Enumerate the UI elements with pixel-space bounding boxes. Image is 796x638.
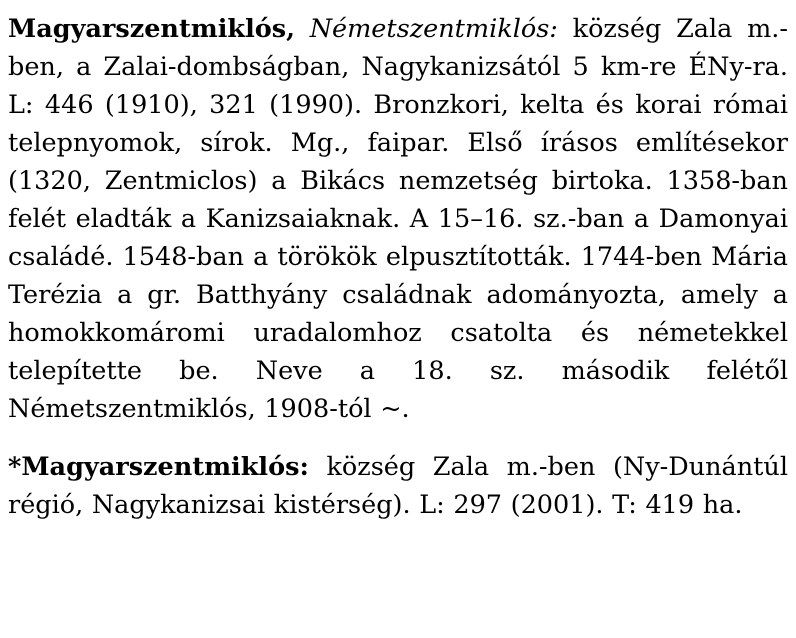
entry-paragraph [8, 448, 788, 524]
entry-body: község Zala m.-ben, a Zalai-dombságban, Nagykanizsától 5 km-re ÉNy-ra. L: 446 (1910), 321 (1990). Bronzkori, kelta és korai római telepnyomok, sírok. Mg., faipar. Első írásos említésekor (1320, Zentmiclos) a Bikács nemzetség birtoka. 1358-ban felét eladták a Kanizsaiaknak. A 15–16. sz.-ban a Damonyai családé. 1548-ban a törökök elpusztították. 1744-ben Mária Terézia a gr. Batthyány családnak adományozta, amely a homokkomáromi uradalomhoz csatolta és németekkel telepítette be. Neve a 18. sz. második felétől Németszentmiklós, 1908-tól ~. [8, 14, 788, 424]
entry-paragraph [8, 10, 788, 428]
entry-body: község Zala m.-ben (Ny-Dunántúl régió, Nagykanizsai kistérség). L: 297 (2001). T: 419 ha. [8, 452, 788, 520]
entry-headword: Magyarszentmiklós, [8, 14, 295, 44]
dictionary-entry-secondary [8, 448, 788, 524]
entry-alt-name: Németszentmiklós: [309, 14, 558, 44]
dictionary-entry-main [8, 10, 788, 428]
entry-headword: *Magyarszentmiklós: [8, 452, 309, 482]
